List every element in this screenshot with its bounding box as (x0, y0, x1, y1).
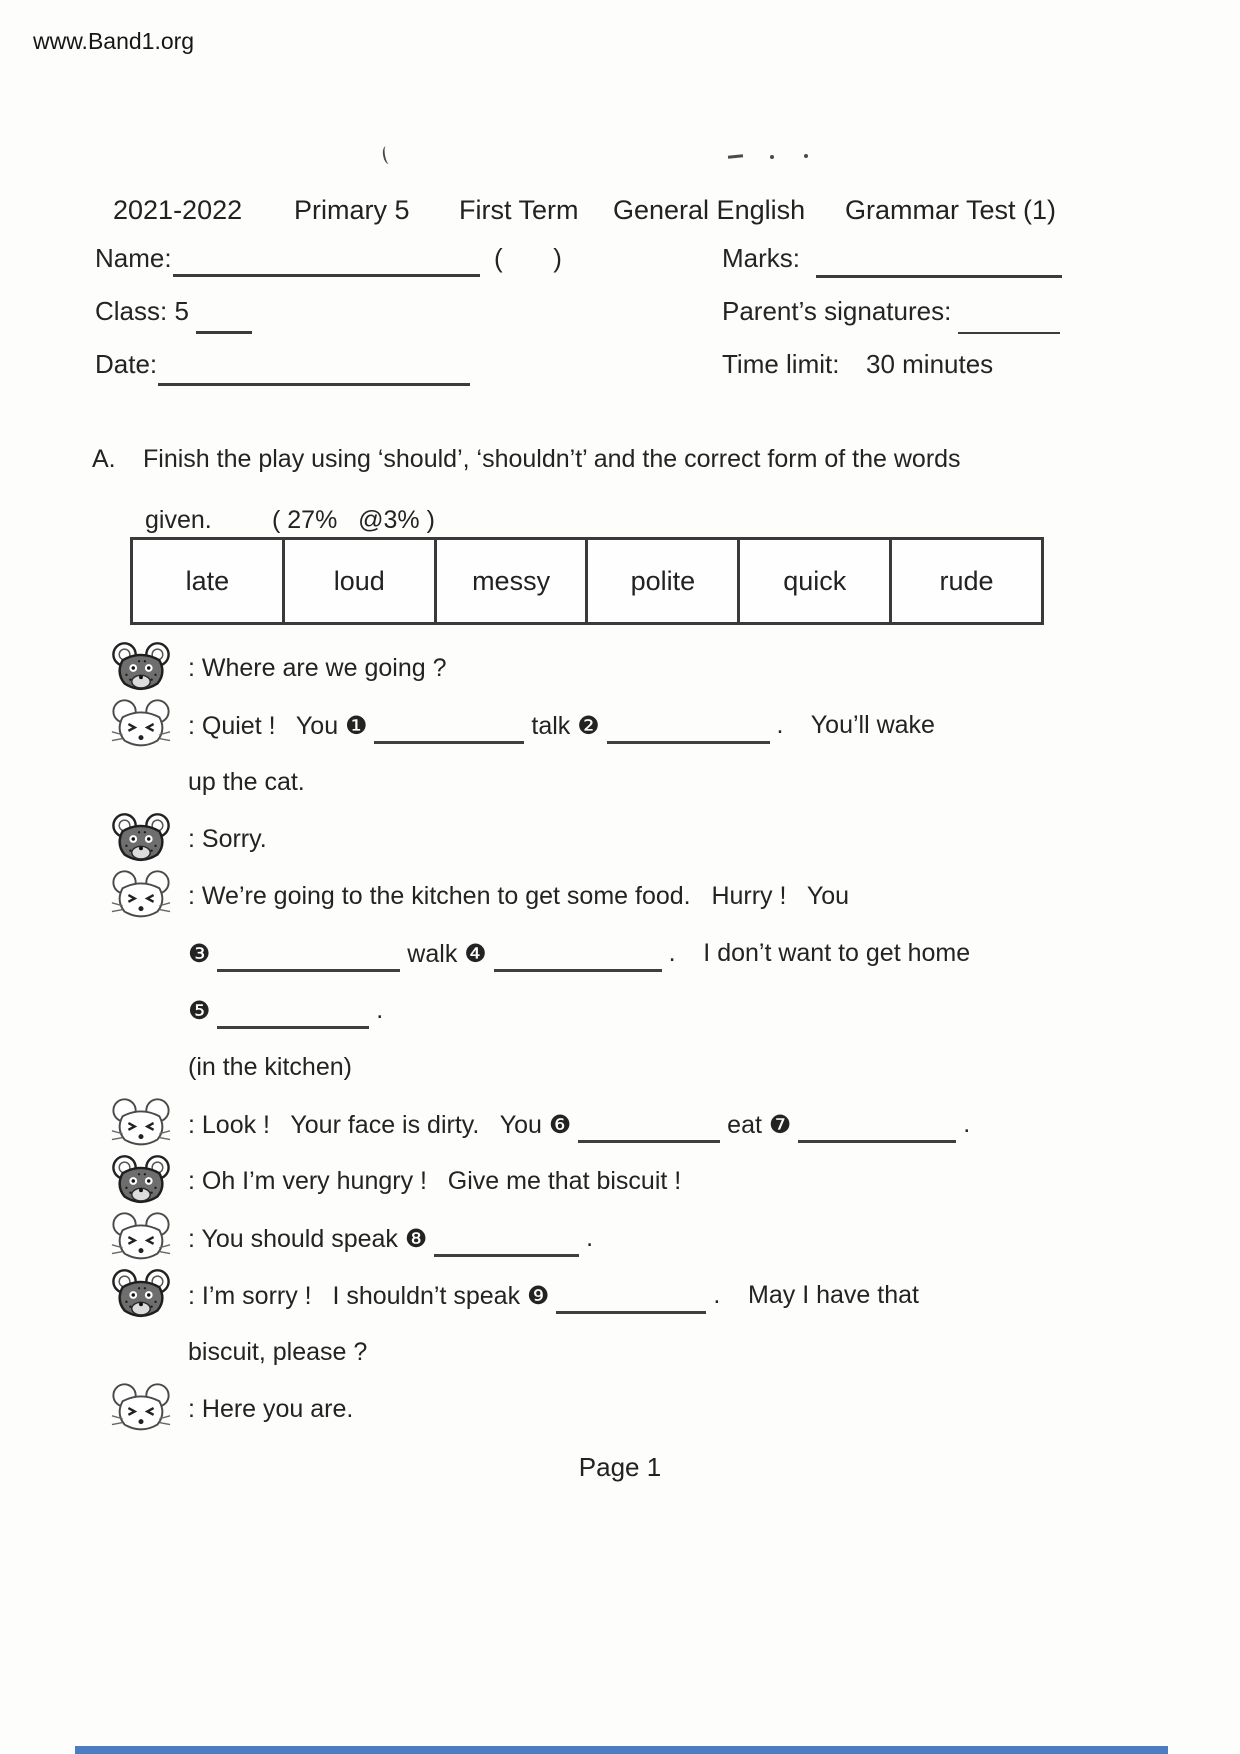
dialogue-text: biscuit, please ? (188, 1338, 368, 1366)
dialogue-text: walk ❹ (400, 939, 494, 968)
test-term: First Term (459, 195, 579, 225)
white-mouse-icon (110, 1097, 172, 1153)
name-label: Name: (95, 243, 172, 273)
answer-blank (578, 1116, 720, 1143)
marks-blank-line (816, 275, 1062, 278)
answer-blank (217, 1002, 369, 1029)
dialogue-line (188, 754, 1185, 811)
answer-blank (798, 1116, 956, 1143)
section-a-marks-note: ( 27% @3% ) (272, 506, 435, 534)
dialogue-text: ❸ (188, 939, 218, 968)
answer-blank (374, 717, 524, 744)
dialogue-line (188, 1153, 1185, 1210)
white-mouse-icon (110, 698, 172, 754)
dialogue (105, 640, 1185, 1438)
marks-label: Marks: (722, 243, 800, 273)
dialogue-line (188, 868, 1185, 925)
scan-artifact-marks (728, 152, 828, 160)
dialogue-text: . (956, 1110, 971, 1138)
dialogue-text: : Look ! Your face is dirty. You ❻ (188, 1110, 579, 1139)
word-bank (130, 537, 1044, 625)
word-bank-cell: quick (740, 540, 892, 622)
time-limit-value: 30 minutes (866, 349, 994, 379)
dialogue-entry (105, 640, 1185, 697)
test-subject: General English (613, 195, 806, 225)
dialogue-line (188, 640, 1185, 697)
test-year: 2021-2022 (113, 195, 243, 225)
dialogue-entry (105, 697, 1185, 811)
scan-artifact-dot (770, 155, 774, 159)
scan-artifact-paren (382, 145, 394, 164)
page-number: Page 1 (578, 1452, 662, 1482)
section-a-instruction: Finish the play using ‘should’, ‘shouldn’t’ and the correct form of the words (143, 445, 961, 473)
dialogue-text: : Where are we going ? (188, 654, 447, 682)
word-bank-cell: polite (588, 540, 740, 622)
dialogue-text: : Oh I’m very hungry ! Give me that biscuit ! (188, 1167, 682, 1195)
parent-signature-label: Parent’s signatures: (722, 296, 952, 326)
word-bank-cell: rude (939, 565, 994, 596)
dark-mouse-icon (110, 641, 172, 697)
dialogue-entry (105, 868, 1185, 1096)
dialogue-text: . (579, 1224, 594, 1252)
dark-mouse-icon (110, 812, 172, 868)
dialogue-entry (105, 1210, 1185, 1267)
dark-mouse-icon (110, 1268, 172, 1324)
dialogue-text: : Here you are. (188, 1395, 354, 1423)
name-blank-line (173, 274, 480, 277)
dialogue-text: ❺ (188, 996, 218, 1025)
dialogue-entry (105, 1267, 1185, 1381)
scan-artifact-dot (804, 154, 808, 158)
class-number-paren: ( ) (494, 243, 562, 273)
answer-blank (434, 1230, 579, 1257)
answer-blank (494, 945, 662, 972)
date-blank-line (158, 383, 470, 386)
test-name: Grammar Test (1) (845, 195, 1057, 225)
dialogue-text: . You’ll wake (769, 711, 935, 739)
dialogue-entry (105, 1096, 1185, 1153)
dialogue-text: eat ❼ (720, 1110, 799, 1139)
dialogue-line (188, 697, 1185, 754)
word-bank-cell: messy (437, 540, 589, 622)
section-a-label: A. (92, 445, 116, 473)
white-mouse-icon (110, 1211, 172, 1267)
scan-artifact-dash (728, 154, 743, 159)
dialogue-entry (105, 1153, 1185, 1210)
test-grade: Primary 5 (294, 195, 410, 225)
dialogue-text: . I don’t want to get home (661, 939, 971, 967)
dialogue-line (188, 811, 1185, 868)
class-label: Class: 5 (95, 296, 189, 326)
white-mouse-icon (110, 1382, 172, 1438)
time-limit-label: Time limit: (722, 349, 840, 379)
answer-blank (607, 717, 770, 744)
dialogue-entry (105, 1381, 1185, 1438)
dialogue-text: . May I have that (706, 1281, 919, 1309)
dialogue-line (188, 925, 1185, 982)
parent-signature-blank-line (958, 332, 1060, 334)
class-blank-line (196, 331, 252, 334)
dialogue-text: . (369, 996, 384, 1024)
dialogue-text: : Quiet ! You ❶ (188, 711, 375, 740)
bottom-blue-bar (75, 1746, 1168, 1754)
section-a-instruction-cont: given. (145, 506, 212, 534)
dialogue-line (188, 1324, 1185, 1381)
answer-blank (556, 1287, 706, 1314)
dialogue-text: : You should speak ❽ (188, 1224, 435, 1253)
dialogue-entry (105, 811, 1185, 868)
word-bank-cell: late (133, 540, 285, 622)
dialogue-line (188, 1039, 1185, 1096)
answer-blank (217, 945, 400, 972)
site-watermark: www.Band1.org (33, 28, 195, 54)
dialogue-text: : I’m sorry ! I shouldn’t speak ❾ (188, 1281, 557, 1310)
dark-mouse-icon (110, 1154, 172, 1210)
dialogue-line (188, 1267, 1185, 1324)
white-mouse-icon (110, 869, 172, 925)
word-bank-cell: loud (285, 540, 437, 622)
dialogue-line (188, 982, 1185, 1039)
dialogue-text: talk ❷ (524, 711, 607, 740)
dialogue-line (188, 1210, 1185, 1267)
dialogue-line (188, 1381, 1185, 1438)
dialogue-line (188, 1096, 1185, 1153)
dialogue-text: : Sorry. (188, 825, 267, 853)
dialogue-text: : We’re going to the kitchen to get some food. Hurry ! You (188, 882, 850, 910)
dialogue-text: up the cat. (188, 768, 305, 796)
dialogue-text: (in the kitchen) (188, 1053, 352, 1081)
date-label: Date: (95, 349, 158, 379)
